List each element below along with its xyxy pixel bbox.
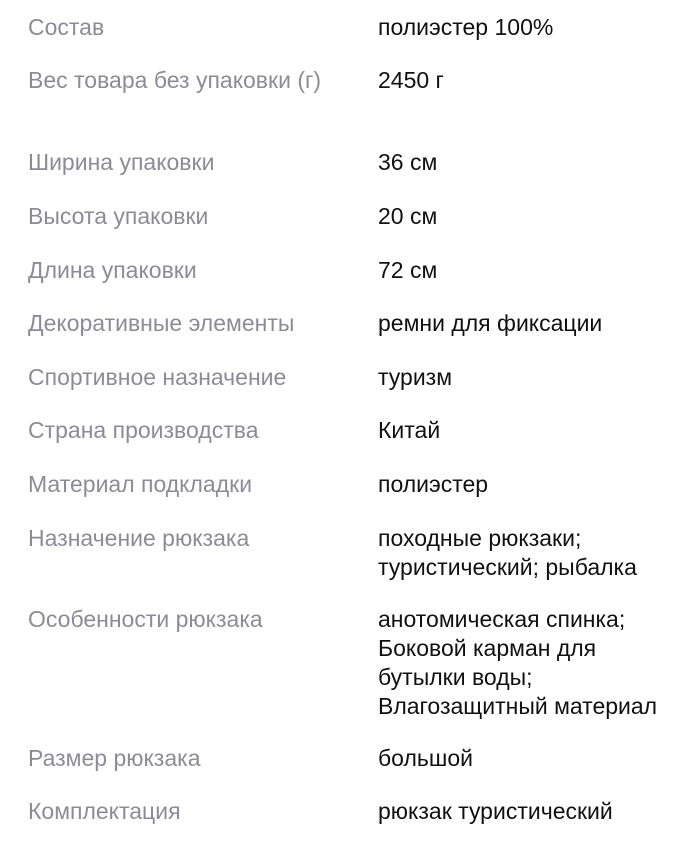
spec-label: Вес товара без упаковки (г) [28,67,322,93]
spec-label: Длина упаковки [28,257,197,283]
spec-label: Ширина упаковки [28,149,215,175]
spec-value-line: анотомическая спинка; [378,606,626,632]
spec-value [378,202,698,231]
spec-value [378,605,698,721]
spec-value-line: большой [378,745,473,771]
spec-label: Декоративные элементы [28,310,295,336]
spec-value-line: бутылки воды; [378,664,533,690]
spec-label: Назначение рюкзака [28,525,250,551]
spec-value-line: 20 см [378,203,438,229]
spec-label: Высота упаковки [28,203,209,229]
spec-value-line: 36 см [378,149,438,175]
spec-value-line: полиэстер 100% [378,14,554,40]
spec-value [378,256,698,285]
spec-value [378,416,698,445]
spec-label: Материал подкладки [28,471,253,497]
spec-label: Страна производства [28,417,259,443]
spec-value-line: Китай [378,417,441,443]
spec-value [378,524,698,582]
spec-value-line: полиэстер [378,471,489,497]
spec-value-line: туризм [378,364,453,390]
spec-value-line: туристический; рыбалка [378,554,637,580]
spec-value [378,13,698,42]
spec-value [378,744,698,773]
spec-label: Комплектация [28,798,181,824]
spec-value-line: ремни для фиксации [378,310,603,336]
spec-label: Спортивное назначение [28,364,287,390]
spec-value-line: 2450 г [378,67,444,93]
spec-value [378,66,698,95]
spec-label: Состав [28,14,105,40]
spec-value [378,148,698,177]
spec-value-line: 72 см [378,257,438,283]
spec-value-line: рюкзак туристический [378,798,613,824]
spec-value [378,309,698,338]
spec-value [378,363,698,392]
spec-value-line: походные рюкзаки; [378,525,582,551]
spec-value-line: Влагозащитный материал [378,693,658,719]
spec-value-line: Боковой карман для [378,635,597,661]
spec-label: Размер рюкзака [28,745,201,771]
spec-value [378,470,698,499]
spec-value [378,797,698,826]
spec-label: Особенности рюкзака [28,606,263,632]
